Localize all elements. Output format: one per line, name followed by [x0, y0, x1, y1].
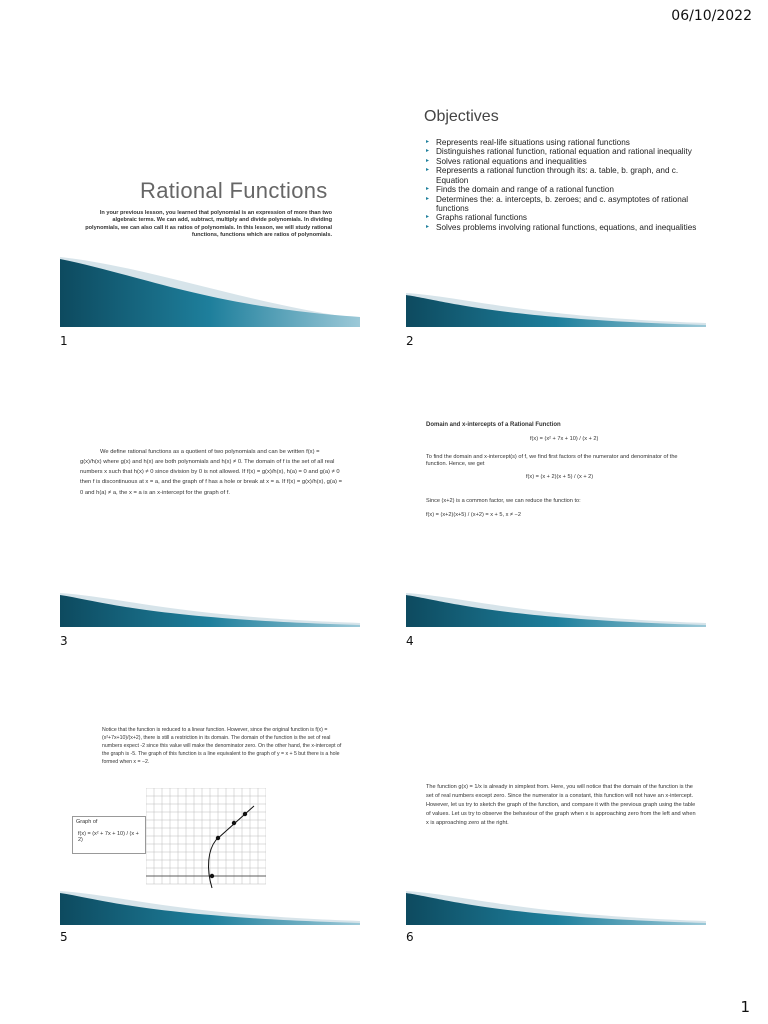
- triangle-bullet-icon: ▸: [426, 167, 430, 174]
- slide-1: [60, 102, 360, 327]
- slide-3: [60, 402, 360, 627]
- slide-5-text: Notice that the function is reduced to a linear function. However, since the original function is f(x) = (x²+7x+10)/(x+2), there is still a restriction in its domain. The domain of the function is the set of real numbers expect -2 since this value will make the denominator zero. On the other hand, the x-intercept of the graph is -5. The graph of this function is a line equivalent to the graph of y = x + 5 but there is a hole formed when x = −2.: [102, 727, 342, 766]
- slide-4-paragraph-1: To find the domain and x-intercept(s) of f, we find first factors of the numerator and denominator of the function. Hence, we get: [426, 454, 678, 468]
- slide-4: [406, 402, 706, 627]
- graph-equation: f(x) = (x² + 7x + 10) / (x + 2): [78, 831, 139, 843]
- triangle-bullet-icon: ▸: [426, 223, 430, 230]
- triangle-bullet-icon: ▸: [426, 148, 430, 155]
- slide-2: [406, 102, 706, 327]
- slide-5-wave-decoration: [60, 855, 360, 925]
- equation-2: f(x) = (x + 2)(x + 5) / (x + 2): [526, 474, 594, 480]
- slide-4-number: 4: [406, 634, 414, 648]
- slide-6-wave-decoration: [406, 855, 706, 925]
- graph-label-text: Graph of: [76, 819, 98, 825]
- graph-label-box: [72, 816, 146, 854]
- slide-5: [60, 700, 360, 925]
- slide-5-number: 5: [60, 930, 68, 944]
- list-item: ▸ Graphs rational functions: [426, 213, 528, 223]
- page-number: 1: [740, 998, 750, 1016]
- list-item: ▸ Finds the domain and range of a rational function: [426, 185, 614, 195]
- slide-1-title: Rational Functions: [140, 178, 328, 203]
- list-item: ▸ Represents real-life situations using rational functions: [426, 138, 630, 147]
- slide-2-title: Objectives: [424, 108, 499, 125]
- list-item: ▸ Determines the: a. intercepts, b. zeroes; and c. asymptotes of rational functions: [426, 194, 689, 213]
- slide-1-number: 1: [60, 334, 68, 348]
- slide-4-heading: Domain and x-intercepts of a Rational Function: [426, 422, 561, 428]
- graph-point: [243, 812, 247, 816]
- slide-6-number: 6: [406, 930, 414, 944]
- slide-4-paragraph-2: Since (x+2) is a common factor, we can reduce the function to:: [426, 498, 581, 504]
- graph-point: [232, 821, 236, 825]
- slide-6-text: The function g(x) = 1/x is already in simplest from. Here, you will notice that the domain of the function is the set of real numbers except zero. Since the numerator is a constant, this function will not have an x-intercept. However, let us try to sketch the graph of the function, and compare it with the previous graph using the table of values. Let us try to observe the behaviour of the graph when x is approaching zero from the left and when x is approaching zero at the right.: [426, 784, 696, 826]
- slide-3-wave-decoration: [60, 557, 360, 627]
- equation-1: f(x) = (x² + 7x + 10) / (x + 2): [530, 436, 599, 442]
- list-item: ▸ Represents a rational function through its: a. table, b. graph, and c. Equation: [426, 166, 679, 185]
- slide-1-intro: In your previous lesson, you learned that polynomial is an expression of more than two algebraic terms. We can add, subtract, multiply and divide polynomials. In dividing polynomials, we can also call it as ratios of polynomials. In this lesson, we will study rational functions, functions which are ratios of polynomials.: [85, 210, 332, 238]
- list-item: ▸ Solves rational equations and inequalities: [426, 156, 587, 166]
- triangle-bullet-icon: ▸: [426, 139, 430, 145]
- slide-2-wave-decoration: [406, 257, 706, 327]
- slide-2-number: 2: [406, 334, 414, 348]
- equation-3: f(x) = (x+2)(x+5) / (x+2) = x + 5, x ≠ −2: [426, 512, 521, 518]
- slide-3-text: We define rational functions as a quotient of two polynomials and can be written f(x) = g(x)/h(x) where g(x) and h(x) are both polynomials and h(x) ≠ 0. The domain of f is the set of all real numbers x such that h(x) ≠ 0 since division by 0 is not allowed. If f(x) = g(x)/h(x), h(a) = 0 and g(a) ≠ 0 then f is discontinuous at x = a, and the graph of f has a hole or break at x = a. If f(x) = g(x)/h(x), g(a) = 0 and h(a) ≠ a, the x = a is an x-intercept for the graph of f.: [80, 449, 342, 496]
- slide-4-wave-decoration: [406, 557, 706, 627]
- graph-point: [216, 836, 220, 840]
- slide-6: [406, 700, 706, 925]
- slide-1-wave-decoration: [60, 257, 360, 327]
- triangle-bullet-icon: ▸: [426, 195, 430, 202]
- list-item: ▸ Distinguishes rational function, rational equation and rational inequality: [426, 147, 692, 157]
- slide-3-number: 3: [60, 634, 68, 648]
- list-item: ▸ Solves problems involving rational functions, equations, and inequalities: [426, 222, 697, 232]
- print-date: 06/10/2022: [671, 8, 752, 24]
- triangle-bullet-icon: ▸: [426, 214, 430, 221]
- triangle-bullet-icon: ▸: [426, 157, 430, 164]
- triangle-bullet-icon: ▸: [426, 186, 430, 193]
- objectives-list: [426, 138, 706, 232]
